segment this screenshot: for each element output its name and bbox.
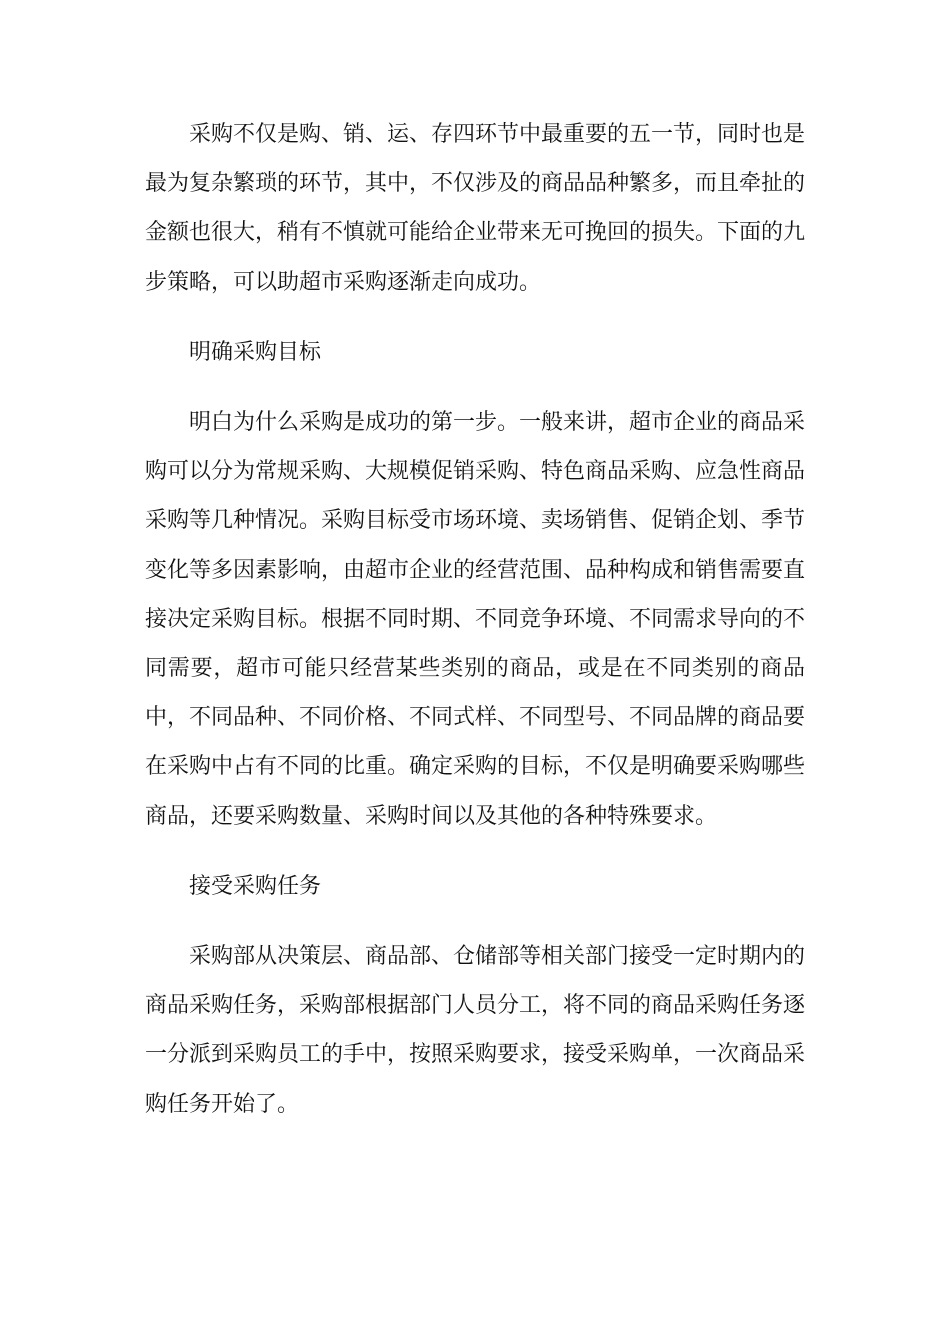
procurement-goal-paragraph: 明白为什么采购是成功的第一步。一般来讲，超市企业的商品采购可以分为常规采购、大规模促销采购、特色商品采购、应急性商品采购等几种情况。采购目标受市场环境、卖场销售、促销企划、季节变化等多因素影响，由超市企业的经营范围、品种构成和销售需要直接决定采购目标。根据不同时期、不同竞争环境、不同需求导向的不同需要，超市可能只经营某些类别的商品，或是在不同类别的商品中，不同品种、不同价格、不同式样、不同型号、不同品牌的商品要在采购中占有不同的比重。确定采购的目标，不仅是明确要采购哪些商品，还要采购数量、采购时间以及其他的各种特殊要求。 [145, 410, 806, 829]
section-heading-accept-task: 接受采购任务 [189, 873, 322, 899]
accept-task-paragraph: 采购部从决策层、商品部、仓储部等相关部门接受一定时期内的商品采购任务，采购部根据部门人员分工，将不同的商品采购任务逐一分派到采购员工的手中，按照采购要求，接受采购单，一次商品采购任务开始了。 [145, 944, 806, 1117]
document-body [145, 110, 805, 1150]
intro-paragraph: 采购不仅是购、销、运、存四环节中最重要的五一节，同时也是最为复杂繁琐的环节，其中，不仅涉及的商品品种繁多，而且牵扯的金额也很大，稍有不慎就可能给企业带来无可挽回的损失。下面的九步策略，可以助超市采购逐渐走向成功。 [145, 122, 806, 295]
section-heading-procurement-goal: 明确采购目标 [189, 339, 322, 365]
